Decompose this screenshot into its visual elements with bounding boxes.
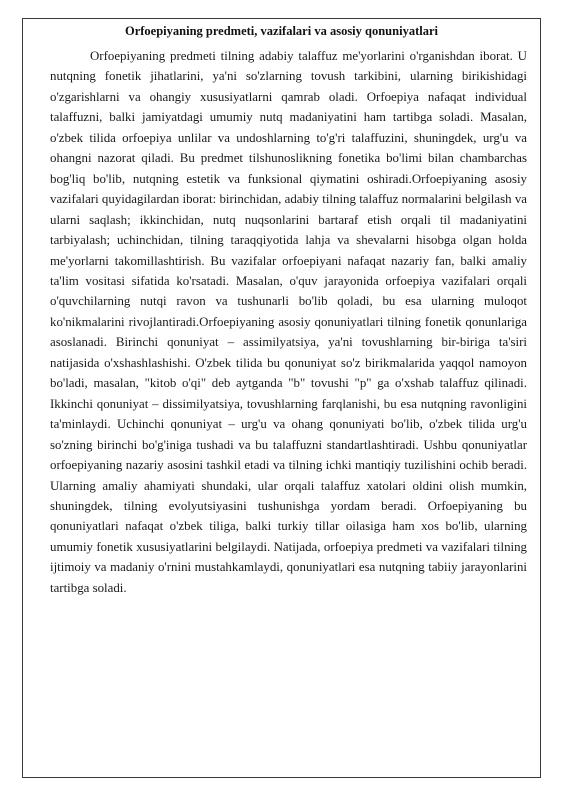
document-title: Orfoepiyaning predmeti, vazifalari va asosiy qonuniyatlari: [125, 24, 438, 38]
body-paragraph: Orfoepiyaning predmeti tilning adabiy talaffuz me'yorlarini o'rganishdan iborat. U nutqning fonetik jihatlarini, ya'ni so'zlarning tovush tarkibini, ularning birikishidagi o'zgarishlarni va ohangiy xususiyatlarni qamrab oladi. Orfoepiya nafaqat individual talaffuzni, balki jamiyatdagi umumiy nutq madaniyatini ham tartibga soladi. Masalan, o'zbek tilida orfoepiya unlilar va undoshlarning to'g'ri talaffuzini, shuningdek, urg'u va ohangni nazorat qiladi. Bu predmet tilshunoslikning fonetika bo'limi bilan chambarchas bog'liq bo'lib, nutqning estetik va funksional qiymatini oshiradi.Orfoepiyaning asosiy vazifalari quyidagilardan iborat: birinchidan, adabiy tilning talaffuz normalarini belgilash va ularni saqlash; ikkinchidan, nutq nuqsonlarini bartaraf etish orqali til madaniyatini tarbiyalash; uchinchidan, tilning taraqqiyotida lahja va shevalarni hisobga olgan holda me'yorlarni takomillashtirish. Bu vazifalar orfoepiyani nafaqat nazariy fan, balki amaliy ta'lim vositasi sifatida ko'rsatadi. Masalan, o'quv jarayonida orfoepiya vazifalari orqali o'quvchilarning nutqi ravon va tushunarli bo'lib qoladi, bu esa ularning muloqot ko'nikmalarini rivojlantiradi.Orfoepiyaning asosiy qonuniyatlari tilning fonetik qonunlariga asoslanadi. Birinchi qonuniyat – assimilyatsiya, ya'ni tovushlarning bir-biriga ta'siri natijasida o'xshashlashishi. O'zbek tilida bu qonuniyat so'z birikmalarida yaqqol namoyon bo'ladi, masalan, "kitob o'qi" deb aytganda "b" tovushi "p" ga o'xshab talaffuz qilinadi. Ikkinchi qonuniyat – dissimilyatsiya, tovushlarning farqlanishi, bu esa nutqning ravonligini ta'minlaydi. Uchinchi qonuniyat – urg'u va ohang qonuniyati bo'lib, o'zbek tilida urg'u so'zning birinchi bo'g'iniga tushadi va bu talaffuzni standartlashtiradi. Ushbu qonuniyatlar orfoepiyaning nazariy asosini tashkil etadi va tilning ichki mantiqiy tuzilishini ochib beradi. Ularning amaliy ahamiyati shundaki, ular orqali talaffuz xatolari oldini olish mumkin, shuningdek, tilning evolyutsiyasini tushunishga yordam beradi. Orfoepiyaning bu qonuniyatlari nafaqat o'zbek tiliga, balki turkiy tillar oilasiga ham xos bo'lib, ularning umumiy fonetik xususiyatlarini belgilaydi. Natijada, orfoepiya predmeti va vazifalari tilning ijtimoiy va madaniy o'rnini mustahkamlaydi, qonuniyatlari esa nutqning tabiiy jarayonlarini tartibga soladi.: [50, 49, 527, 595]
